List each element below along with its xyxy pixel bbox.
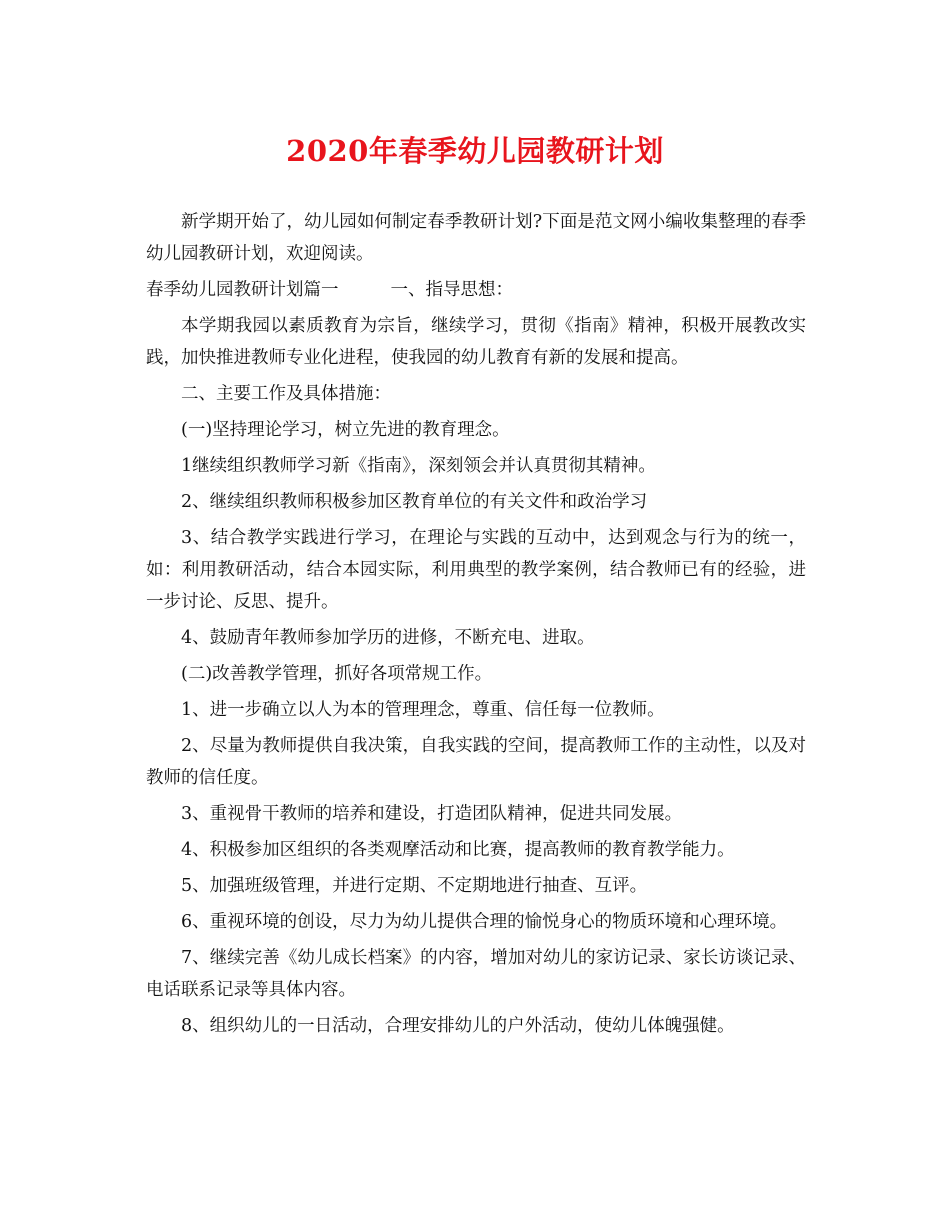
paragraph: 4、积极参加区组织的各类观摩活动和比赛，提高教师的教育教学能力。 xyxy=(181,840,735,860)
paragraph: 1、进一步确立以人为本的管理理念，尊重、信任每一位教师。 xyxy=(181,700,665,720)
section-heading: 一、指导思想： xyxy=(390,280,513,300)
paragraph: 4、鼓励青年教师参加学历的进修，不断充电、进取。 xyxy=(181,628,595,648)
paragraph: (二)改善教学管理，抓好各项常规工作。 xyxy=(181,664,493,684)
paragraph: (一)坚持理论学习，树立先进的教育理念。 xyxy=(181,420,510,440)
paragraph: 6、重视环境的创设，尽力为幼儿提供合理的愉悦身心的物质环境和心理环境。 xyxy=(181,912,788,932)
paragraph: 3、重视骨干教师的培养和建设，打造团队精神，促进共同发展。 xyxy=(181,804,683,824)
document-title: 2020年春季幼儿园教研计划 xyxy=(286,134,664,168)
paragraph: 8、组织幼儿的一日活动，合理安排幼儿的户外活动，使幼儿体魄强健。 xyxy=(181,1016,735,1036)
paragraph: 二、主要工作及具体措施： xyxy=(181,384,391,404)
paragraph: 2、继续组织教师积极参加区教育单位的有关文件和政治学习 xyxy=(181,492,648,512)
paragraph: 1继续组织教师学习新《指南》，深刻领会并认真贯彻其精神。 xyxy=(181,456,656,476)
paragraph: 2、尽量为教师提供自我决策，自我实践的空间，提高教师工作的主动性，以及对教师的信任度。 xyxy=(146,736,806,788)
paragraph: 7、继续完善《幼儿成长档案》的内容，增加对幼儿的家访记录、家长访谈记录、电话联系记录等具体内容。 xyxy=(146,948,806,1000)
intro-paragraph: 新学期开始了，幼儿园如何制定春季教研计划?下面是范文网小编收集整理的春季幼儿园教研计划，欢迎阅读。 xyxy=(146,212,806,264)
document-body xyxy=(146,206,806,1046)
paragraph: 本学期我园以素质教育为宗旨，继续学习，贯彻《指南》精神，积极开展教改实践，加快推进教师专业化进程，使我园的幼儿教育有新的发展和提高。 xyxy=(146,316,806,368)
section-line xyxy=(146,274,806,306)
paragraph: 3、结合教学实践进行学习，在理论与实践的互动中，达到观念与行为的统一，如：利用教研活动，结合本园实际，利用典型的教学案例，结合教师已有的经验，进一步讨论、反思、提升。 xyxy=(146,528,806,612)
section-label: 春季幼儿园教研计划篇一 xyxy=(146,280,339,300)
paragraph: 5、加强班级管理，并进行定期、不定期地进行抽查、互评。 xyxy=(181,876,648,896)
